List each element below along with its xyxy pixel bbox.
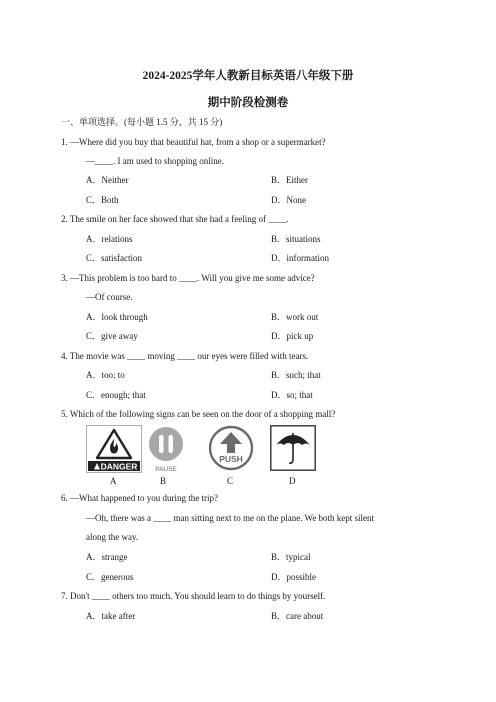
question-1-option-d[interactable]: D．None [271, 195, 306, 205]
question-4-option-c[interactable]: C．enough; that [86, 390, 146, 400]
question-3-stem: 3. —This problem is too hard to ____. Will you give me some advice? [61, 273, 315, 283]
question-4-option-b[interactable]: B．such; that [271, 370, 321, 380]
danger-sign-icon[interactable] [86, 425, 142, 473]
pause-sign-text: PAUSE [155, 466, 177, 473]
question-1-stem: 1. —Where did you buy that beautiful hat, from a shop or a supermarket? [61, 137, 326, 147]
question-1-answer-line: —____. I am used to shopping online. [86, 156, 224, 166]
question-4-stem: 4. The movie was ____ moving ____ our eyes were filled with tears. [61, 351, 309, 361]
question-1-option-b[interactable]: B．Either [271, 175, 308, 185]
sign-label-a: A [110, 476, 117, 486]
question-2-option-d[interactable]: D．information [271, 253, 329, 263]
question-3-option-d[interactable]: D．pick up [271, 331, 314, 341]
question-6-option-b[interactable]: B．typical [271, 552, 311, 562]
question-6-option-c[interactable]: C．generous [86, 572, 134, 582]
question-6-answer-line-cont: along the way. [86, 532, 139, 542]
question-4-option-d[interactable]: D．so; that [271, 390, 313, 400]
pause-sign-icon[interactable] [146, 425, 188, 473]
umbrella-sign-icon[interactable] [270, 425, 316, 471]
question-2-stem: 2. The smile on her face showed that she had a feeling of ____. [61, 214, 289, 224]
question-2-option-b[interactable]: B．situations [271, 234, 321, 244]
question-6-option-d[interactable]: D．possible [271, 572, 317, 582]
sign-label-c: C [227, 476, 234, 486]
question-6-answer-line: —Oh, there was a ____ man sitting next to me on the plane. We both kept silent [86, 513, 375, 523]
question-2-option-a[interactable]: A．relations [86, 234, 133, 244]
question-3-answer-line: —Of course. [86, 292, 133, 302]
question-6-stem: 6. —What happened to you during the trip? [61, 493, 218, 503]
question-3-option-a[interactable]: A．look through [86, 312, 148, 322]
question-7-stem: 7. Don't ____ others too much. You should learn to do things by yourself. [61, 591, 326, 601]
danger-sign-text: DANGER [100, 461, 138, 472]
page-subtitle: 期中阶段检测卷 [207, 97, 289, 109]
question-5-stem: 5. Which of the following signs can be seen on the door of a shopping mall? [61, 409, 336, 419]
question-2-option-c[interactable]: C．satisfaction [86, 253, 142, 263]
question-7-option-a[interactable]: A．take after [86, 611, 136, 621]
question-1-option-a[interactable]: A．Neither [86, 175, 129, 185]
question-7-option-b[interactable]: B．care about [271, 611, 324, 621]
question-4-option-a[interactable]: A．too; to [86, 370, 125, 380]
question-6-option-a[interactable]: A．strange [86, 552, 128, 562]
page-title: 2024-2025学年人教新目标英语八年级下册 [142, 70, 354, 82]
sign-label-d: D [289, 476, 296, 486]
question-3-option-b[interactable]: B．work out [271, 312, 319, 322]
question-1-option-c[interactable]: C．Both [86, 195, 119, 205]
question-3-option-c[interactable]: C．give away [86, 331, 138, 341]
push-sign-text: PUSH [219, 454, 243, 464]
push-sign-icon[interactable] [208, 425, 254, 471]
section-heading: 一、单项选择。(每小题 1.5 分，共 15 分) [61, 117, 223, 127]
sign-label-b: B [160, 476, 167, 486]
